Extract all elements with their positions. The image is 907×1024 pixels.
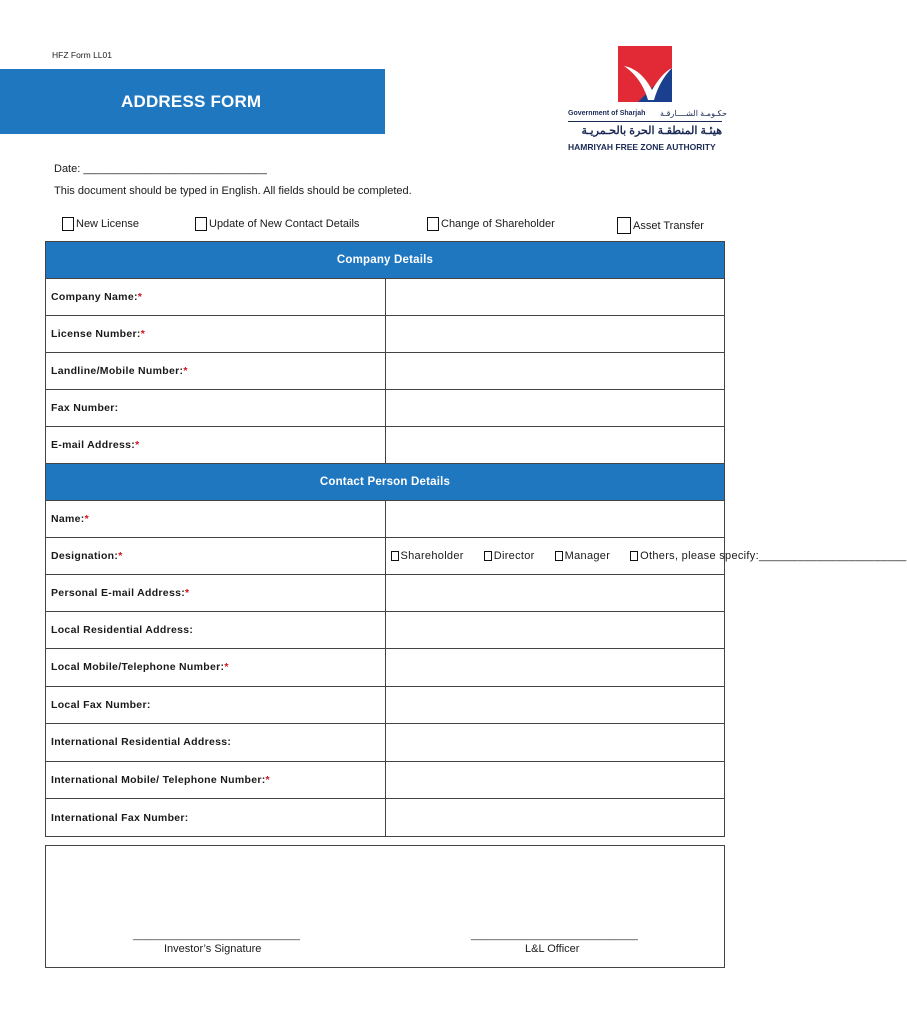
personal-email-input[interactable] <box>385 575 725 612</box>
designation-label: Designation:* <box>46 538 386 575</box>
contact-name-label: Name:* <box>46 501 386 538</box>
checkbox-icon[interactable] <box>391 551 399 561</box>
officer-signature-line[interactable]: ______________________________ <box>471 930 638 941</box>
logo-divider <box>568 121 722 122</box>
intl-address-input[interactable] <box>385 724 725 762</box>
landline-mobile-label: Landline/Mobile Number:* <box>46 353 386 390</box>
license-number-input[interactable] <box>385 316 725 353</box>
company-email-label: E-mail Address:* <box>46 427 386 464</box>
option-change-shareholder[interactable] <box>427 217 555 231</box>
local-address-input[interactable] <box>385 612 725 649</box>
option-label: Change of Shareholder <box>441 218 555 230</box>
intl-mobile-label: International Mobile/ Telephone Number:* <box>46 762 386 799</box>
landline-mobile-input[interactable] <box>385 353 725 390</box>
fax-number-input[interactable] <box>385 390 725 427</box>
intl-fax-label: International Fax Number: <box>46 799 386 837</box>
gov-sharjah-ar: حكـومـة الشــــارقـة <box>660 109 727 118</box>
checkbox-icon[interactable] <box>484 551 492 561</box>
designation-others[interactable]: Others, please specify:_______________________ <box>630 550 906 562</box>
bird-logo-icon <box>618 46 672 102</box>
intl-fax-input[interactable] <box>385 799 725 837</box>
checkbox-icon[interactable] <box>555 551 563 561</box>
checkbox-icon[interactable] <box>195 217 207 231</box>
checkbox-icon[interactable] <box>427 217 439 231</box>
option-new-license[interactable] <box>62 217 139 231</box>
hfza-logo-mark <box>618 46 672 102</box>
personal-email-label: Personal E-mail Address:* <box>46 575 386 612</box>
investor-signature-label: Investor’s Signature <box>164 943 262 955</box>
fax-number-label: Fax Number: <box>46 390 386 427</box>
checkbox-icon[interactable] <box>62 217 74 231</box>
option-update-contact[interactable] <box>195 217 359 231</box>
gov-sharjah-en: Government of Sharjah <box>568 110 646 117</box>
local-mobile-label: Local Mobile/Telephone Number:* <box>46 649 386 687</box>
designation-manager[interactable]: Manager <box>555 550 611 562</box>
local-address-label: Local Residential Address: <box>46 612 386 649</box>
local-mobile-input[interactable] <box>385 649 725 687</box>
local-fax-label: Local Fax Number: <box>46 687 386 724</box>
designation-director[interactable]: Director <box>484 550 535 562</box>
section-contact-person-details: Contact Person Details <box>46 464 725 501</box>
form-code: HFZ Form LL01 <box>52 50 112 60</box>
license-number-label: License Number:* <box>46 316 386 353</box>
authority-name-en: HAMRIYAH FREE ZONE AUTHORITY <box>568 142 716 152</box>
designation-options <box>385 538 907 575</box>
local-fax-input[interactable] <box>385 687 725 724</box>
page-title: ADDRESS FORM <box>121 92 262 111</box>
section-company-details: Company Details <box>46 242 725 279</box>
option-label: Update of New Contact Details <box>209 218 360 230</box>
designation-shareholder[interactable]: Shareholder <box>391 550 464 562</box>
address-form-table <box>45 241 907 837</box>
option-asset-transfer[interactable] <box>617 217 704 234</box>
authority-name-ar: هيئـة المنطقـة الحرة بالحـمريـة <box>581 125 722 137</box>
date-field[interactable]: Date: ______________________________ <box>54 163 267 175</box>
instruction-text: This document should be typed in English. All fields should be completed. <box>54 185 412 197</box>
contact-name-input[interactable] <box>385 501 725 538</box>
intl-mobile-input[interactable] <box>385 762 725 799</box>
company-email-input[interactable] <box>385 427 725 464</box>
checkbox-icon[interactable] <box>630 551 638 561</box>
company-name-label: Company Name:* <box>46 279 386 316</box>
officer-signature-label: L&L Officer <box>525 943 580 955</box>
intl-address-label: International Residential Address: <box>46 724 386 762</box>
company-name-input[interactable] <box>385 279 725 316</box>
option-label: New License <box>76 218 139 230</box>
investor-signature-line[interactable]: ______________________________ <box>133 930 300 941</box>
checkbox-icon[interactable] <box>617 217 631 234</box>
signature-box <box>45 845 725 968</box>
option-label: Asset Transfer <box>633 219 704 232</box>
